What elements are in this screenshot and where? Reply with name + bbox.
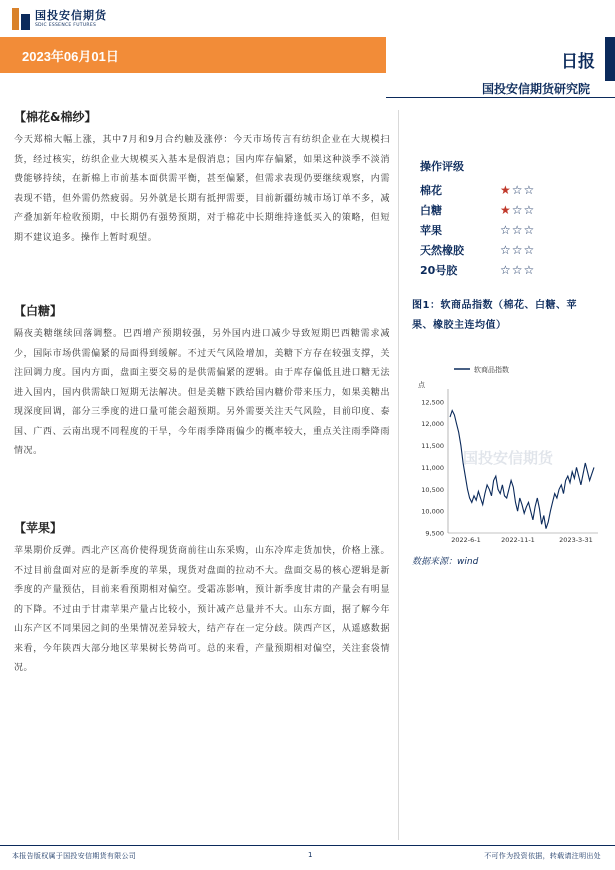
x-tick-label: 2022-6-1	[451, 536, 481, 544]
rating-row	[420, 200, 580, 220]
section-cotton	[14, 108, 390, 248]
rating-name: 天然橡胶	[420, 244, 464, 257]
star-empty-icon: ☆	[523, 243, 536, 257]
footer-divider	[0, 845, 615, 846]
section-title-apple: 【苹果】	[14, 521, 63, 535]
rating-name: 棉花	[420, 184, 442, 197]
report-type: 日报	[561, 52, 595, 72]
y-tick-label: 11,500	[421, 442, 444, 450]
rating-name: 20号胶	[420, 264, 458, 277]
star-empty-icon: ☆	[511, 243, 524, 257]
star-filled-icon: ★	[500, 183, 512, 197]
column-divider	[398, 110, 399, 840]
y-tick-label: 12,500	[421, 398, 444, 407]
x-tick-label: 2022-11-1	[501, 536, 535, 544]
rating-row	[420, 260, 580, 280]
y-tick-label: 10,000	[421, 507, 444, 516]
y-tick-label: 12,000	[421, 420, 444, 429]
footer-copyright: 本报告版权属于国投安信期货有限公司	[12, 852, 137, 860]
header-divider	[386, 97, 615, 98]
star-empty-icon: ☆	[523, 263, 536, 277]
legend-label: 软商品指数	[474, 366, 509, 374]
rating-stars	[500, 223, 535, 237]
star-empty-icon: ☆	[511, 183, 524, 197]
logo-name-cn: 国投安信期货	[35, 8, 107, 22]
star-empty-icon: ☆	[500, 223, 512, 237]
rating-row	[420, 180, 580, 200]
y-axis-unit: 点	[418, 381, 425, 389]
logo	[12, 8, 107, 30]
star-empty-icon: ☆	[511, 263, 524, 277]
star-empty-icon: ☆	[500, 263, 512, 277]
x-tick-label: 2023-3-31	[559, 536, 593, 544]
section-body-apple: 苹果期价反弹。西北产区高价使得现货商前往山东采购，山东冷库走货加快，价格上涨。不过目前盘面对应的是新季度的苹果，现货对盘面的拉动不大。盘面交易的核心逻辑是新季度的产量预估，目前来看预期相对偏空。受霜冻影响，预计新季度甘肃的产量会有明显的下降。不过由于甘肃苹果产量占比较小，预计减产总量并不大。山东方面，据了解今年山东产区不同果园之间的坐果情况差异较大，结产存在一定分歧。陕西产区，从遥感数据来看，今年陕西大部分地区苹果树长势尚可。总的来看，产量预期相对偏空，关注套袋情况。	[14, 546, 390, 673]
soft-commodity-index-chart	[408, 355, 608, 545]
y-tick-label: 10,500	[421, 485, 444, 494]
page-number: 1	[308, 851, 313, 859]
rating-name: 白糖	[420, 204, 442, 217]
star-filled-icon: ★	[500, 203, 512, 217]
section-body-sugar: 隔夜美糖继续回落调整。巴西增产预期较强，另外国内进口减少导致短期巴西糖需求减少，国际市场供需偏紧的局面得到缓解。不过天气风险增加，美糖下方存在较强支撑，关注回调力度。国内方面，盘面主要交易的是供需偏紧的逻辑。由于库存偏低且进口糖无法进入国内，国内供需缺口短期无法解决。但是美糖下跌给国内糖价带来压力，如果美糖出现深度回调，部分三季度的进口量可能会超预期。另外需要关注天气风险，目前印度、泰国、广西、云南出现不同程度的干旱，今年雨季降雨偏少的概率较大，重点关注雨季降雨情况。	[14, 329, 390, 456]
section-sugar	[14, 302, 390, 462]
rating-stars	[500, 183, 535, 197]
rating-stars	[500, 243, 535, 257]
series-line-soft-commodity-index	[450, 411, 594, 529]
chart-watermark: 国投安信期货	[462, 449, 554, 467]
report-date: 2023年06月01日	[22, 49, 119, 64]
star-empty-icon: ☆	[511, 203, 524, 217]
star-empty-icon: ☆	[500, 243, 512, 257]
rating-stars	[500, 203, 535, 217]
section-title-cotton: 【棉花&棉纱】	[14, 110, 97, 124]
star-empty-icon: ☆	[511, 223, 524, 237]
star-empty-icon: ☆	[523, 223, 536, 237]
header-accent-strip	[605, 37, 615, 81]
y-tick-label: 9,500	[425, 529, 444, 538]
rating-panel	[420, 158, 580, 280]
star-empty-icon: ☆	[523, 203, 536, 217]
rating-row	[420, 220, 580, 240]
figure-title: 图1：软商品指数（棉花、白糖、苹果、橡胶主连均值）	[412, 300, 577, 331]
rating-stars	[500, 263, 535, 277]
logo-mark-icon	[12, 8, 30, 30]
section-title-sugar: 【白糖】	[14, 304, 63, 318]
y-tick-label: 11,000	[421, 463, 444, 472]
section-body-cotton: 今天郑棉大幅上涨，其中7月和9月合约触及涨停：今天市场传言有纺织企业在大规模扫货，经过核实，纺织企业大规模买入基本是假消息；国内库存偏紧，如果这种淡季不淡消费能够持续，在新棉上市前基本面供需平衡，甚至偏紧，但需求表现仍要继续观察，内需表现不错，但外需仍然疲弱。另外就是长期有抵押需要，目前新疆纺城市场订单不多，减产叠加新年检收预期，中长期仍有强势预期，对于棉花中长期维持逢低买入的策略，但短期不建议追多。操作上暂时观望。	[14, 135, 390, 243]
figure-source: 数据来源：wind	[412, 557, 479, 567]
star-empty-icon: ☆	[523, 183, 536, 197]
institute-name: 国投安信期货研究院	[481, 82, 590, 96]
section-apple	[14, 519, 390, 679]
logo-name-en: SDIC ESSENCE FUTURES	[35, 22, 97, 28]
rating-row	[420, 240, 580, 260]
date-bar	[0, 37, 386, 73]
footer-disclaimer: 不可作为投资依据，转载请注明出处	[484, 852, 601, 860]
rating-name: 苹果	[420, 224, 442, 237]
rating-title: 操作评级	[420, 160, 464, 173]
